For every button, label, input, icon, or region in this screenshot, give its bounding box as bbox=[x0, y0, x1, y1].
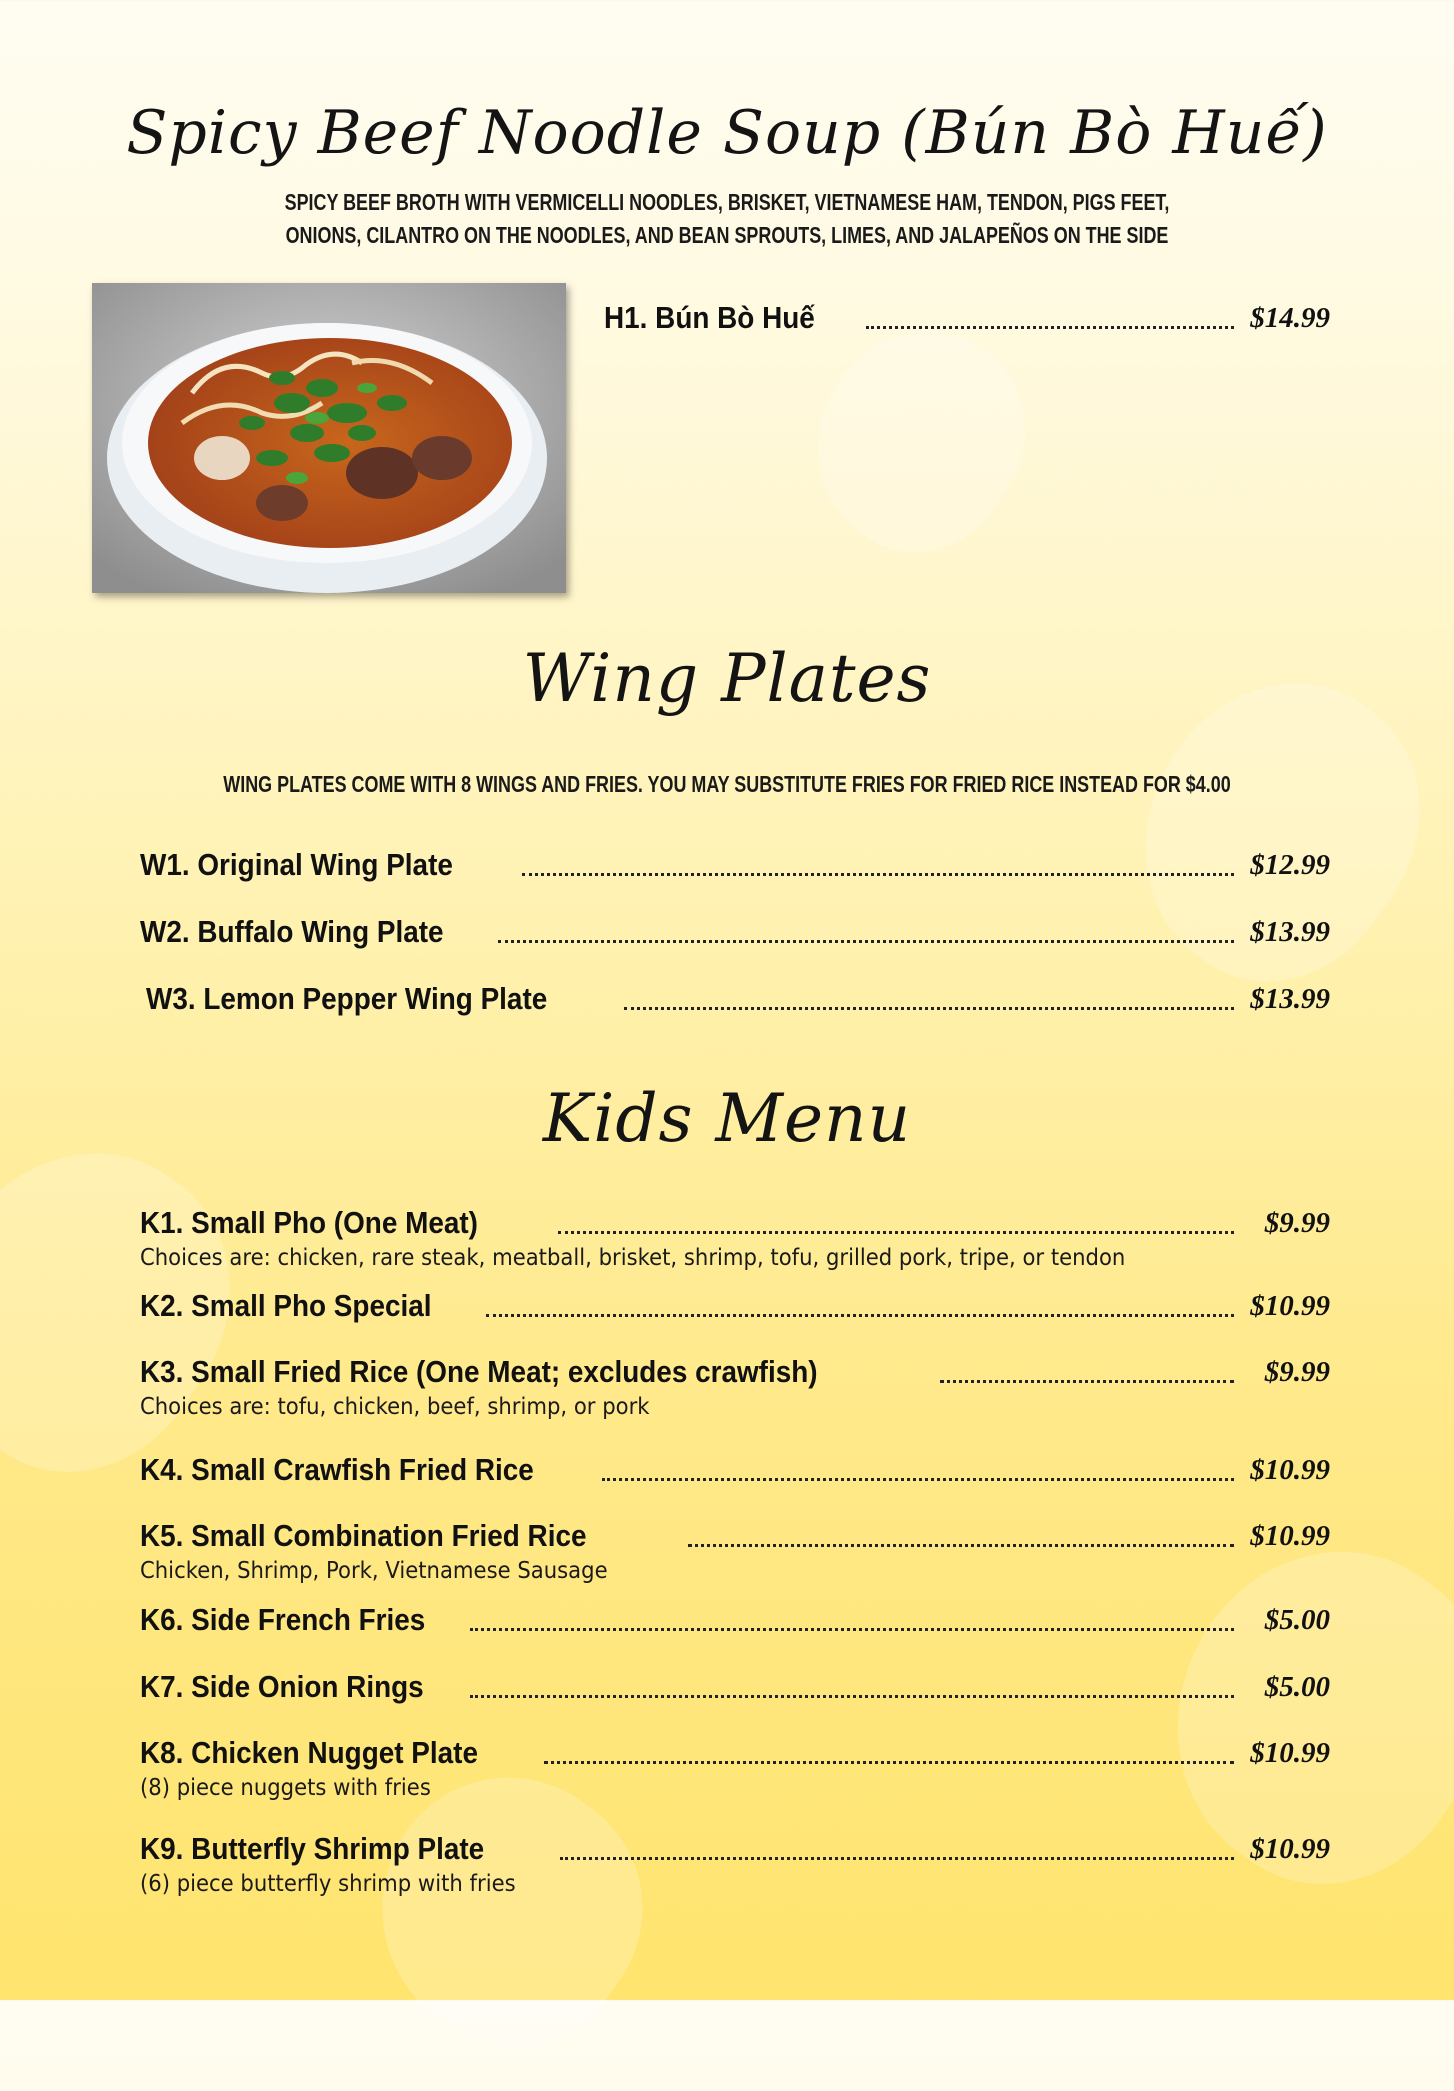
section-title-bun-bo-hue: Spicy Beef Noodle Soup (Bún Bò Huế) bbox=[126, 98, 1328, 168]
menu-item-name: K5. Small Combination Fried Rice bbox=[140, 1518, 587, 1553]
menu-item-description: Choices are: tofu, chicken, beef, shrimp, or pork bbox=[140, 1394, 650, 1420]
menu-item-price: $9.99 bbox=[1264, 1207, 1330, 1239]
menu-item-name: K1. Small Pho (One Meat) bbox=[140, 1205, 478, 1240]
leader-dots bbox=[560, 1857, 1234, 1860]
menu-item-w3 bbox=[146, 981, 1330, 1029]
menu-item-k9 bbox=[140, 1831, 1330, 1897]
menu-item-w1 bbox=[140, 847, 1330, 895]
menu-item-description: (8) piece nuggets with fries bbox=[140, 1775, 431, 1801]
menu-item-name: H1. Bún Bò Huế bbox=[604, 300, 815, 335]
menu-item-name: K6. Side French Fries bbox=[140, 1602, 426, 1637]
menu-item-price: $13.99 bbox=[1250, 983, 1330, 1015]
leader-dots bbox=[470, 1628, 1234, 1631]
section-description-line-2: ONIONS, CILANTRO ON THE NOODLES, AND BEAN SPROUTS, LIMES, AND JALAPEÑOS ON THE SIDE bbox=[285, 222, 1169, 248]
menu-item-price: $10.99 bbox=[1250, 1737, 1330, 1769]
menu-item-name: K8. Chicken Nugget Plate bbox=[140, 1735, 478, 1770]
menu-item-price: $10.99 bbox=[1250, 1454, 1330, 1486]
leader-dots bbox=[602, 1478, 1234, 1481]
menu-item-price: $10.99 bbox=[1250, 1290, 1330, 1322]
menu-item-name: K2. Small Pho Special bbox=[140, 1288, 432, 1323]
leader-dots bbox=[688, 1544, 1234, 1547]
menu-item-name: W1. Original Wing Plate bbox=[140, 847, 453, 882]
leader-dots bbox=[544, 1761, 1234, 1764]
leader-dots bbox=[866, 326, 1234, 329]
menu-item-k8 bbox=[140, 1735, 1330, 1801]
menu-item-w2 bbox=[140, 914, 1330, 962]
menu-item-price: $9.99 bbox=[1264, 1356, 1330, 1388]
menu-item-price: $5.00 bbox=[1264, 1671, 1330, 1703]
menu-item-description: Chicken, Shrimp, Pork, Vietnamese Sausage bbox=[140, 1558, 608, 1584]
menu-item-price: $14.99 bbox=[1250, 302, 1330, 334]
menu-item-name: K4. Small Crawfish Fried Rice bbox=[140, 1452, 534, 1487]
menu-item-price: $10.99 bbox=[1250, 1833, 1330, 1865]
menu-item-name: K7. Side Onion Rings bbox=[140, 1669, 424, 1704]
menu-item-k7 bbox=[140, 1669, 1330, 1717]
menu-item-name: W2. Buffalo Wing Plate bbox=[140, 914, 444, 949]
section-title-wing-plates: Wing Plates bbox=[522, 640, 932, 717]
menu-item-price: $12.99 bbox=[1250, 849, 1330, 881]
section-description-line-1: SPICY BEEF BROTH WITH VERMICELLI NOODLES, BRISKET, VIETNAMESE HAM, TENDON, PIGS FEET, bbox=[284, 189, 1170, 215]
leader-dots bbox=[558, 1231, 1234, 1234]
menu-item-name: K3. Small Fried Rice (One Meat; excludes crawfish) bbox=[140, 1354, 818, 1389]
menu-item-k2 bbox=[140, 1288, 1330, 1336]
leader-dots bbox=[624, 1007, 1234, 1010]
menu-item-price: $5.00 bbox=[1264, 1604, 1330, 1636]
menu-item-k4 bbox=[140, 1452, 1330, 1500]
menu-item-k5 bbox=[140, 1518, 1330, 1584]
menu-item-name: K9. Butterfly Shrimp Plate bbox=[140, 1831, 485, 1866]
soup-bowl-illustration bbox=[92, 283, 566, 593]
leader-dots bbox=[522, 873, 1234, 876]
section-description: WING PLATES COME WITH 8 WINGS AND FRIES. YOU MAY SUBSTITUTE FRIES FOR FRIED RICE INSTEAD FOR $4.00 bbox=[223, 771, 1231, 797]
section-title-kids-menu: Kids Menu bbox=[542, 1080, 912, 1157]
menu-item-k1 bbox=[140, 1205, 1330, 1271]
menu-item-description: Choices are: chicken, rare steak, meatball, brisket, shrimp, tofu, grilled pork, tripe, or tendon bbox=[140, 1245, 1126, 1271]
menu-item-h1 bbox=[604, 300, 1330, 348]
menu-item-price: $13.99 bbox=[1250, 916, 1330, 948]
leader-dots bbox=[498, 940, 1234, 943]
menu-item-k6 bbox=[140, 1602, 1330, 1650]
menu-item-price: $10.99 bbox=[1250, 1520, 1330, 1552]
leader-dots bbox=[486, 1314, 1234, 1317]
leader-dots bbox=[940, 1380, 1234, 1383]
menu-item-description: (6) piece butterfly shrimp with fries bbox=[140, 1871, 516, 1897]
menu-item-name: W3. Lemon Pepper Wing Plate bbox=[146, 981, 548, 1016]
leader-dots bbox=[470, 1695, 1234, 1698]
menu-item-k3 bbox=[140, 1354, 1330, 1420]
bun-bo-hue-photo bbox=[92, 283, 566, 593]
